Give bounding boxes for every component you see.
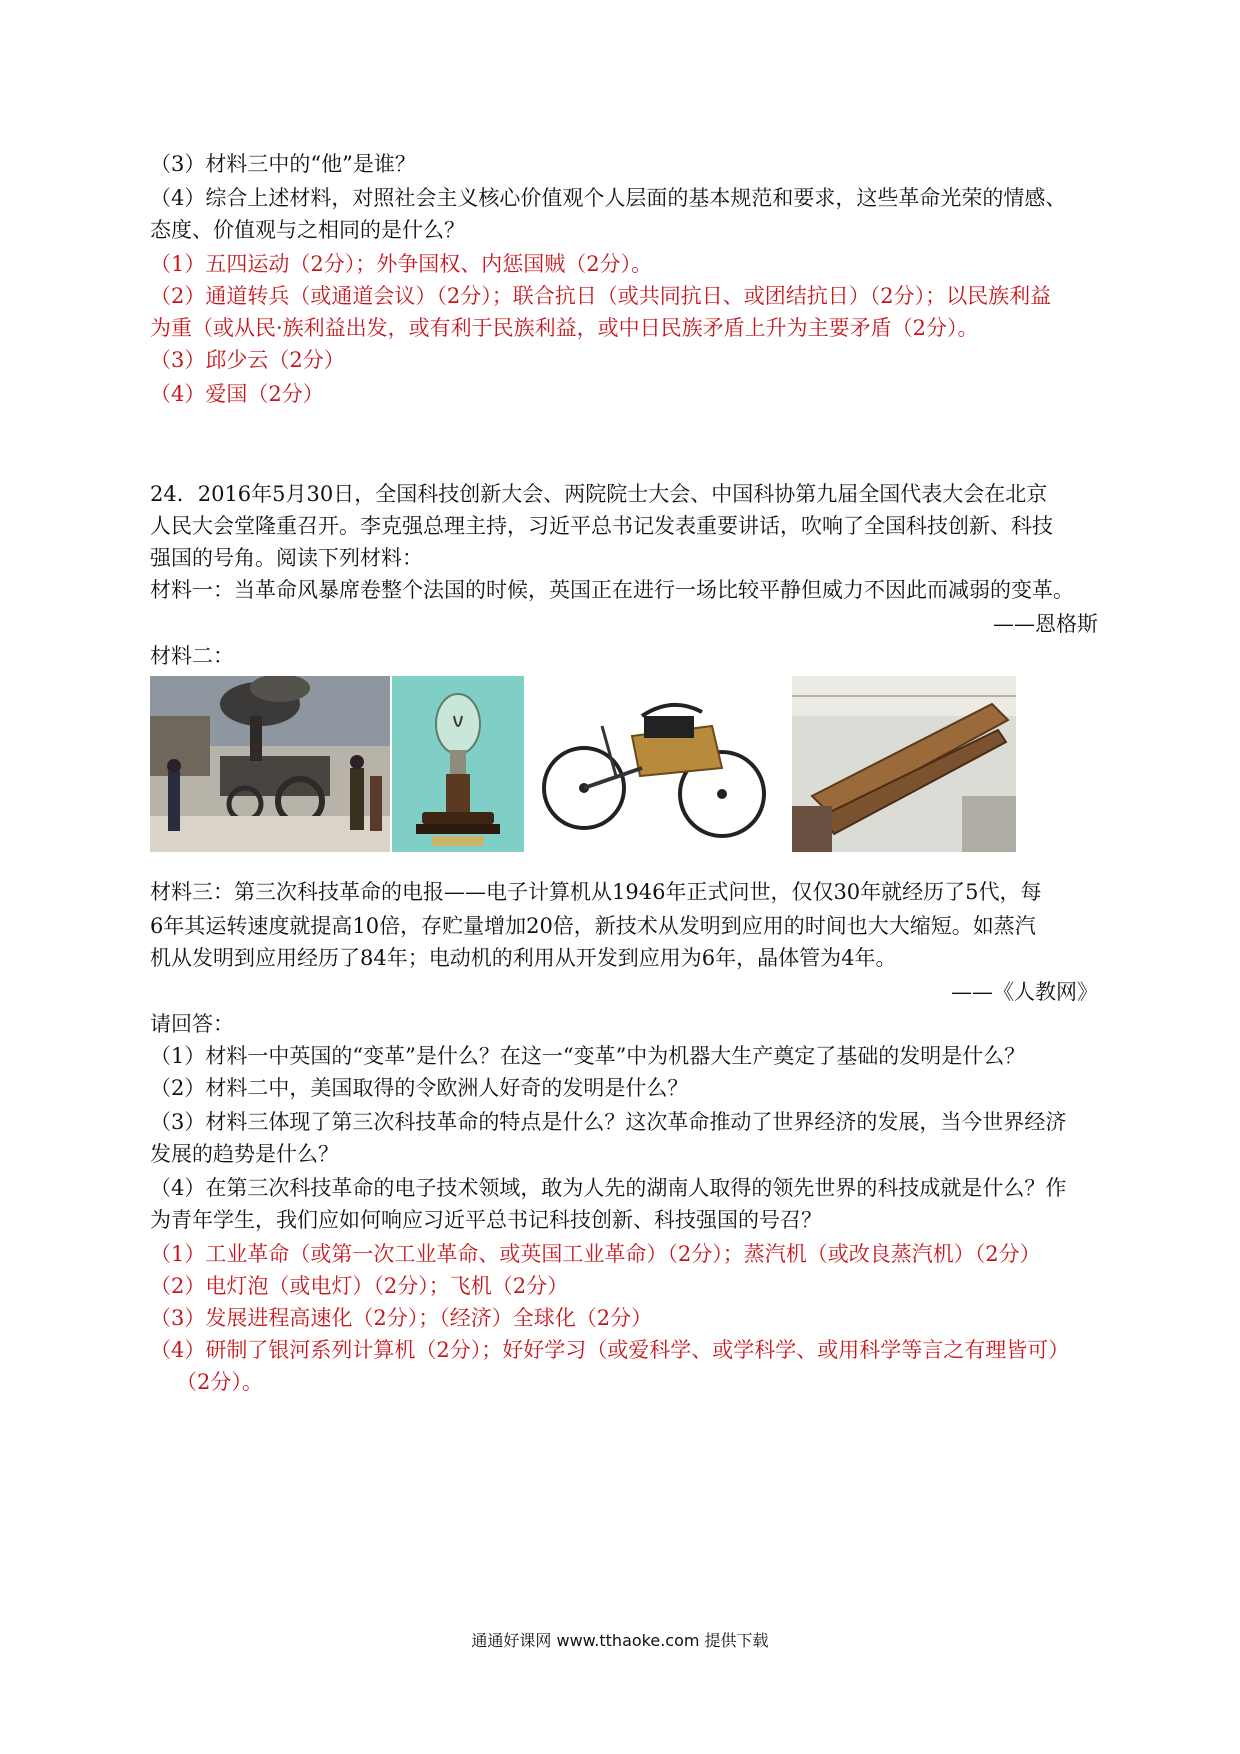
light-bulb-icon bbox=[392, 676, 524, 852]
q24-question-1: （1）材料一中英国的“变革”是什么？在这一“变革”中为机器大生产奠定了基础的发明是什么？ bbox=[150, 1044, 1026, 1068]
material-3-line1: 材料三：第三次科技革命的电报——电子计算机从1946年正式问世，仅仅30年就经历了5代，每 bbox=[150, 880, 1042, 904]
material-3-source: ——《人教网》 bbox=[951, 980, 1098, 1004]
prev-answer-2-line1: （2）通道转兵（或通道会议）（2分）；联合抗日（或共同抗日、或团结抗日）（2分）；以民族利益 bbox=[150, 284, 1052, 308]
q24-question-4-line2: 为青年学生，我们应如何响应习近平总书记科技创新、科技强国的号召？ bbox=[150, 1208, 822, 1232]
prev-answer-2-line2: 为重（或从民·族利益出发，或有利于民族利益，或中日民族矛盾上升为主要矛盾（2分）。 bbox=[150, 316, 979, 340]
benz-motorwagen-icon bbox=[532, 676, 776, 852]
wright-airplane-icon bbox=[792, 676, 1016, 852]
q24-intro-line2: 人民大会堂隆重召开。李克强总理主持，习近平总书记发表重要讲话，吹响了全国科技创新、科技 bbox=[150, 514, 1053, 538]
q24-question-2: （2）材料二中，美国取得的令欧洲人好奇的发明是什么？ bbox=[150, 1076, 689, 1100]
material-1-source: ——恩格斯 bbox=[993, 612, 1098, 636]
q24-answer-1: （1）工业革命（或第一次工业革命、或英国工业革命）（2分）；蒸汽机（或改良蒸汽机）（2分） bbox=[150, 1242, 1041, 1266]
prev-question-4-line2: 态度、价值观与之相同的是什么？ bbox=[150, 218, 465, 242]
prev-question-4-line1: （4）综合上述材料，对照社会主义核心价值观个人层面的基本规范和要求，这些革命光荣的情感、 bbox=[150, 186, 1067, 210]
prev-answer-3: （3）邱少云（2分） bbox=[150, 348, 345, 372]
q24-answer-4-line1: （4）研制了银河系列计算机（2分）；好好学习（或爱科学、或学科学、或用科学等言之有理皆可） bbox=[150, 1338, 1070, 1362]
steam-locomotive-icon bbox=[150, 676, 390, 852]
material-3-line3: 机从发明到应用经历了84年；电动机的利用从开发到应用为6年，晶体管为4年。 bbox=[150, 946, 897, 970]
q24-answer-4-line2: （2分）。 bbox=[176, 1370, 263, 1394]
material-1: 材料一：当革命风暴席卷整个法国的时候，英国正在进行一场比较平静但威力不因此而减弱的变革。 bbox=[150, 578, 1074, 602]
ask-label: 请回答： bbox=[150, 1012, 234, 1036]
footer-credit: 通通好课网 www.tthaoke.com 提供下载 bbox=[471, 1631, 769, 1650]
q24-answer-3: （3）发展进程高速化（2分）；（经济）全球化（2分） bbox=[150, 1306, 653, 1330]
q24-answer-2: （2）电灯泡（或电灯）（2分）；飞机（2分） bbox=[150, 1274, 569, 1298]
prev-answer-1: （1）五四运动（2分）；外争国权、内惩国贼（2分）。 bbox=[150, 252, 653, 276]
material-3-line2: 6年其运转速度就提高10倍，存贮量增加20倍，新技术从发明到应用的时间也大大缩短。如蒸汽 bbox=[150, 914, 1036, 938]
q24-question-3-line1: （3）材料三体现了第三次科技革命的特点是什么？这次革命推动了世界经济的发展，当今世界经济 bbox=[150, 1110, 1067, 1134]
prev-question-3: （3）材料三中的“他”是谁？ bbox=[150, 152, 416, 176]
q24-intro-line3: 强国的号角。阅读下列材料： bbox=[150, 546, 423, 570]
prev-answer-4: （4）爱国（2分） bbox=[150, 382, 324, 406]
q24-question-4-line1: （4）在第三次科技革命的电子技术领域，敢为人先的湖南人取得的领先世界的科技成就是什么？作 bbox=[150, 1176, 1067, 1200]
q24-question-3-line2: 发展的趋势是什么？ bbox=[150, 1142, 339, 1166]
material-2-label: 材料二： bbox=[150, 644, 234, 668]
q24-intro-line1: 24．2016年5月30日，全国科技创新大会、两院院士大会、中国科协第九届全国代表大会在北京 bbox=[150, 482, 1048, 506]
